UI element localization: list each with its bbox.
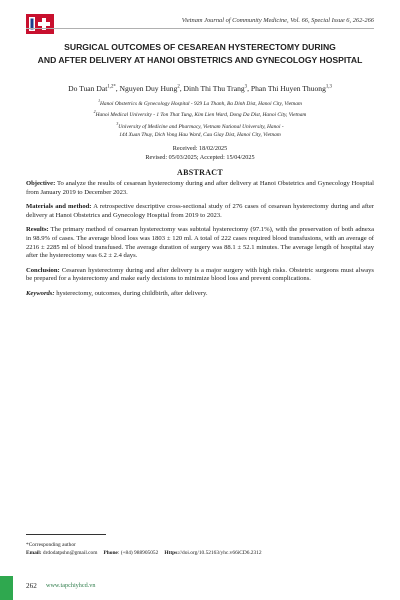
author-affil-mark: 1,2* <box>107 84 116 90</box>
journal-website-link[interactable]: www.tapchiyhcd.vn <box>46 582 96 589</box>
footnote <box>26 541 374 557</box>
affil-text: University of Medicine and Pharmacy, Vietnam National University, Hanoi - <box>118 123 284 130</box>
section-text: The primary method of cesarean hysterectomy was subtotal hysterectomy (97.1%), with the preservation of both adnexa in 98.9% of cases. The average blood loss was 1803 ± 120 ml. A total of 222 cases required blood transfusions, with an average of 2216 ± 2285 ml of blood transfused. The average duration of surgery was 88.1 ± 52.1 minutes. The average length of hospital stay after the hysterectomy was 6.2 ± 2.4 days. <box>26 226 374 260</box>
header-divider <box>26 28 374 29</box>
footnote-divider <box>26 534 106 535</box>
email-address[interactable]: drdodatpshn@gmail.com <box>41 550 98 556</box>
abstract-heading: ABSTRACT <box>177 168 223 177</box>
section-text: To analyze the results of cesarean hysterectomy during and after delivery at Hanoi Obstetrics and Gynecology Hospital from January 2019 to December 2023. <box>26 180 374 196</box>
abstract-objective <box>26 180 374 197</box>
affiliation-line <box>40 131 360 140</box>
doi-link[interactable]: //doi.org/10.52163/yhc.v66iCD6.2312 <box>179 550 262 556</box>
affil-number: 1 <box>98 99 100 103</box>
abstract-results <box>26 226 374 260</box>
phone-label: Phone <box>103 550 118 556</box>
section-text: Cesarean hysterectomy during and after delivery is a major surgery with high risks. Obstetric surgeons must always be prepared for a hysterectomy and make early decisions to minimize blood loss and prevent complications. <box>26 266 374 283</box>
section-text: hysterectomy, outcomes, during childbirth, after delivery. <box>54 289 208 297</box>
contact-line <box>26 549 374 557</box>
abstract-body <box>26 180 374 305</box>
journal-logo <box>26 14 54 34</box>
phone-number: : (+84) 988905052 <box>117 550 159 556</box>
page-number: 262 <box>26 582 37 590</box>
author-name: Do Tuan Dat <box>68 84 108 93</box>
affil-text: Hanoi Medical University - 1 Ton That Tung, Kim Lien Ward, Dong Da Dist, Hanoi City, Vietnam <box>95 112 307 119</box>
journal-citation: Vietnam Journal of Community Medicine, Vol. 66, Special Issue 6, 262-266 <box>181 17 374 24</box>
affil-number: 3 <box>116 121 119 126</box>
section-label: Materials and method: <box>26 203 92 211</box>
section-label: Conclusion: <box>26 266 60 274</box>
abstract-keywords <box>26 290 374 299</box>
section-label: Keywords: <box>26 289 55 297</box>
author-name: Dinh Thi Thu Trang <box>183 84 245 93</box>
affiliation-line <box>40 108 360 119</box>
revised-accepted-date: Revised: 05/03/2025; Accepted: 15/04/2025 <box>145 154 255 161</box>
author-name: Phan Thi Huyen Thuong <box>250 84 326 93</box>
affil-number: 2 <box>93 110 96 115</box>
section-text: A retrospective descriptive cross-sectional study of 276 cases of cesarean hysterectomy during and after delivery at Hanoi Obstetrics and Gynecology Hospital from 2019 to 2023. <box>26 203 374 219</box>
page-accent-tab <box>0 576 13 600</box>
affiliation-line <box>40 120 360 131</box>
author-affil-mark: 2 <box>177 84 180 90</box>
corresponding-author-note: *Corresponding author <box>26 542 76 548</box>
affil-text: Hanoi Obstetrics & Gynecology Hospital - 929 La Thanh, Ba Dinh Dist, Hanoi City, Vietnam <box>100 100 302 107</box>
title-line-2: AND AFTER DELIVERY AT HANOI OBSTETRICS AND GYNECOLOGY HOSPITAL <box>37 54 363 65</box>
author-name: Nguyen Duy Hung <box>119 84 178 93</box>
affiliation-line <box>40 97 360 108</box>
section-label: Objective: <box>26 180 56 187</box>
article-dates <box>26 144 374 162</box>
journal-cross-logo-icon <box>26 14 54 34</box>
section-label: Results: <box>26 226 49 234</box>
title-line-1: SURGICAL OUTCOMES OF CESAREAN HYSTERECTOMY DURING <box>64 42 336 52</box>
author-affil-mark: 3 <box>244 84 248 90</box>
received-date: Received: 18/02/2025 <box>172 145 228 152</box>
article-title <box>26 41 374 66</box>
abstract-conclusion <box>26 267 374 284</box>
affil-text: 144 Xuan Thuy, Dich Vong Hau Ward, Cau Giay Dist, Hanoi City, Vietnam <box>119 132 281 139</box>
author-list: Do Tuan Dat$^{1,2*}$, Nguyen Duy Hung$^2$, Dinh Thi Thu Trang$^3$, Phan Thi Huyen Thuong$^{1,3}$ <box>68 84 332 93</box>
affiliations <box>40 97 360 140</box>
email-label: Email: <box>26 550 42 556</box>
author-affil-mark: 1,3 <box>325 84 332 90</box>
abstract-methods <box>26 203 374 220</box>
doi-label: Https: <box>164 550 180 556</box>
